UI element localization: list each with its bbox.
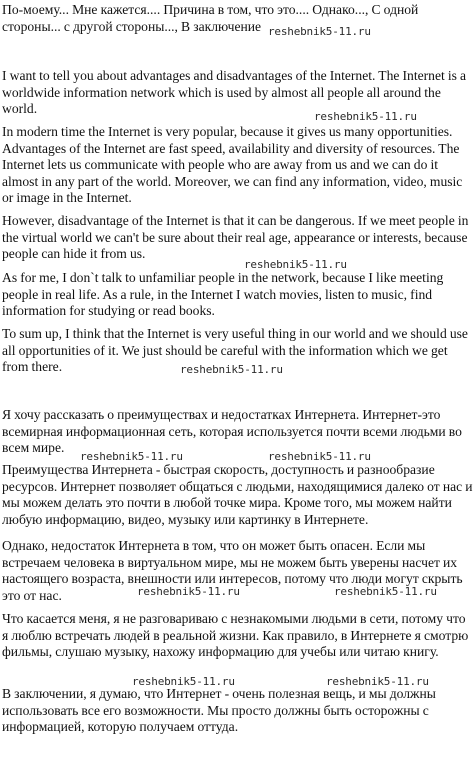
russian-paragraph-1: Я хочу рассказать о преимуществах и недостатках Интернета. Интернет-это всемирная информационная сеть, которая используется почти всеми людьми во всем мире. [2, 407, 462, 456]
intro-phrases: По-моему... Мне кажется.... Причина в том, что это.... Однако..., С одной стороны... с другой стороны..., В заключение [2, 2, 419, 34]
russian-paragraph-2: Преимущества Интернета - быстрая скорость, доступность и разнообразие ресурсов. Интернет позволяет общаться с людьми, находящимися далеко от нас и мы можем делать это почти в любой точке мира. Кроме того, мы можем найти любую информацию, видео, музыку или картинку в Интернете. [2, 462, 473, 527]
english-paragraph-4: As for me, I don`t talk to unfamiliar people in the network, because I like meeting people in real life. As a rule, in the Internet I watch movies, listen to music, find information for studying or read books. [2, 270, 444, 319]
english-paragraph-5: To sum up, I think that the Internet is very useful thing in our world and we should use all opportunities of it. We just should be careful with the information which we get from there. [2, 326, 468, 375]
watermark: reshebnik5-11.ru [80, 450, 183, 463]
english-paragraph-3: However, disadvantage of the Internet is that it can be dangerous. If we meet people in the virtual world we can't be sure about their real age, appearance or interests, because people can hide it from us. [2, 213, 469, 262]
watermark: reshebnik5-11.ru [268, 450, 371, 463]
english-paragraph-1: I want to tell you about advantages and disadvantages of the Internet. The Internet is a worldwide information network which is used by almost all people all around the world. [2, 68, 467, 117]
watermark: reshebnik5-11.ru [326, 675, 429, 688]
watermark: reshebnik5-11.ru [132, 675, 235, 688]
watermark: reshebnik5-11.ru [244, 258, 347, 271]
watermark: reshebnik5-11.ru [334, 585, 437, 598]
russian-paragraph-4: Что касается меня, я не разговариваю с незнакомыми людьми в сети, потому что я люблю встречать людей в реальной жизни. Как правило, в Интернете я смотрю фильмы, слушаю музыку, нахожу информацию для учебы или читаю книгу. [2, 611, 469, 660]
watermark: reshebnik5-11.ru [268, 25, 371, 38]
watermark: reshebnik5-11.ru [180, 363, 283, 376]
watermark: reshebnik5-11.ru [137, 585, 240, 598]
english-paragraph-2: In modern time the Internet is very popular, because it gives us many opportunities. Advantages of the Internet are fast speed, availability and diversity of resources. The Internet lets us communicate with people who are away from us and we can do it almost in any part of the world. Moreover, we can find any information, video, music or image in the Internet. [2, 124, 463, 206]
russian-paragraph-3: Однако, недостаток Интернета в том, что он может быть опасен. Если мы встречаем человека в виртуальном мире, мы не можем быть уверены насчет их настоящего возраста, внешности или интересов, потому что люди могут скрыть это от нас. [2, 538, 463, 603]
russian-paragraph-5: В заключении, я думаю, что Интернет - очень полезная вещь, и мы должны использовать все его возможности. Мы просто должны быть осторожны с информацией, которую получаем оттуда. [2, 686, 436, 735]
watermark: reshebnik5-11.ru [314, 110, 417, 123]
